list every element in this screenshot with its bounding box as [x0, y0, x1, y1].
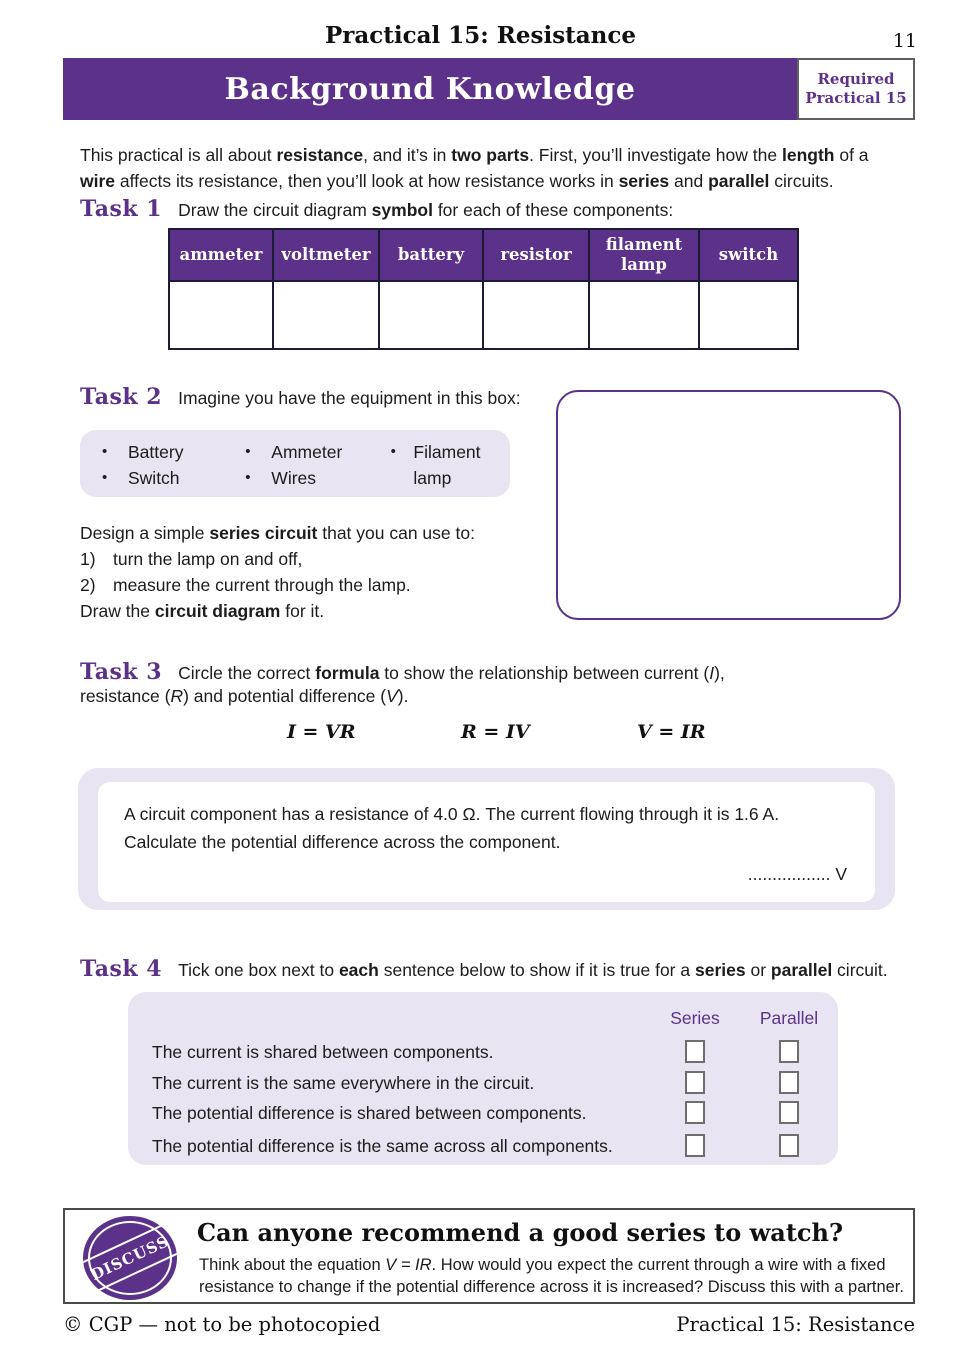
text-segment: series	[618, 171, 670, 191]
bullet-icon: •	[390, 443, 396, 460]
discuss-heading: Can anyone recommend a good series to watch?	[197, 1218, 844, 1247]
text-segment: formula	[315, 663, 380, 683]
list-item	[245, 439, 390, 465]
bullet-icon: •	[102, 443, 108, 460]
text-segment: of a	[834, 145, 869, 165]
task3-label: Task 3	[80, 659, 163, 685]
equipment-label: Filament lamp	[413, 442, 481, 488]
statement-row3: The potential difference is shared between components.	[152, 1103, 587, 1123]
text-segment: and	[669, 171, 709, 191]
text-segment: This practical is all about	[80, 145, 277, 165]
copyright-text: © CGP — not to be photocopied	[63, 1313, 381, 1336]
series-checkbox-row2[interactable]	[685, 1071, 705, 1094]
text-segment: Imagine you have the equipment in this box:	[178, 388, 521, 408]
statement-row1: The current is shared between components.	[152, 1042, 494, 1062]
equipment-label: Wires	[271, 468, 317, 488]
badge-line1: Required	[817, 70, 895, 88]
text-segment: resistance	[276, 145, 364, 165]
text-segment: or	[745, 960, 771, 980]
symbol-cell-voltmeter[interactable]	[273, 281, 379, 349]
text-segment: measure the current through the lamp.	[113, 575, 411, 595]
text-segment: each	[338, 960, 379, 980]
equipment-column	[245, 439, 390, 497]
text-segment: . How would you expect the current through a wire with a fixed resistance to change if the potential difference across it is increased? Discuss this with a partner.	[199, 1256, 904, 1296]
column-header-resistor: resistor	[483, 229, 589, 281]
variable-symbol: V	[386, 686, 398, 706]
banner-title: Background Knowledge	[63, 58, 797, 120]
equipment-column	[102, 439, 245, 497]
text-segment: Think about the equation	[199, 1256, 386, 1274]
task2-instructions	[80, 520, 560, 624]
text-segment: two parts	[451, 145, 530, 165]
text-segment: ),	[714, 663, 725, 683]
column-header-parallel: Parallel	[759, 1008, 819, 1028]
variable-symbol: I	[709, 663, 715, 683]
text-segment: affects its resistance, then you’ll look at how resistance works in	[115, 171, 619, 191]
text-segment: resistance (	[80, 686, 171, 706]
bullet-icon: •	[245, 443, 251, 460]
text-segment: circuit diagram	[154, 601, 281, 621]
text-segment: ).	[397, 686, 409, 706]
table-row	[169, 281, 798, 349]
list-number: 2)	[80, 575, 96, 595]
text-segment: that you can use to:	[317, 523, 475, 543]
task2-heading	[80, 385, 521, 410]
page-header-title: Practical 15: Resistance	[324, 22, 637, 49]
task2-label: Task 2	[80, 384, 163, 410]
symbol-cell-resistor[interactable]	[483, 281, 589, 349]
task3-heading	[80, 660, 725, 685]
parallel-checkbox-row2[interactable]	[779, 1071, 799, 1094]
discuss-body	[199, 1254, 907, 1298]
badge-line2: Practical 15	[805, 89, 907, 107]
task4-label: Task 4	[80, 956, 163, 982]
parallel-checkbox-row4[interactable]	[779, 1134, 799, 1157]
stamp-label: DISCUSS	[88, 1232, 172, 1284]
component-symbol-table	[168, 228, 799, 350]
list-item	[245, 465, 390, 491]
text-segment: symbol	[371, 200, 433, 220]
column-header-filament-lamp: filament lamp	[589, 229, 699, 281]
equipment-label: Switch	[128, 468, 180, 488]
required-practical-badge	[797, 58, 915, 120]
equation-text: V = IR	[385, 1256, 432, 1274]
text-segment: to show the relationship between current (	[379, 663, 710, 683]
text-segment: sentence below to show if it is true for a	[378, 960, 695, 980]
series-checkbox-row3[interactable]	[685, 1101, 705, 1124]
list-number: 1)	[80, 549, 96, 569]
section-banner	[63, 58, 915, 120]
column-header-ammeter: ammeter	[169, 229, 273, 281]
text-segment: turn the lamp on and off,	[113, 549, 303, 569]
discuss-panel	[63, 1208, 915, 1304]
list-item	[102, 439, 245, 465]
table-header-row	[169, 229, 798, 281]
text-segment: , and it’s in	[363, 145, 452, 165]
text-segment: wire	[80, 171, 116, 191]
text-segment: Draw the circuit diagram	[178, 200, 372, 220]
symbol-cell-filament-lamp[interactable]	[589, 281, 699, 349]
bullet-icon: •	[102, 469, 108, 486]
text-segment: Circle the correct	[178, 663, 316, 683]
parallel-checkbox-row1[interactable]	[779, 1040, 799, 1063]
symbol-cell-battery[interactable]	[379, 281, 483, 349]
problem-line: Calculate the potential difference across the component.	[124, 832, 561, 852]
task1-label: Task 1	[80, 196, 163, 222]
page-number: 11	[892, 30, 917, 52]
footer-section-title: Practical 15: Resistance	[676, 1313, 915, 1336]
text-segment: series circuit	[209, 523, 318, 543]
text-segment: for it.	[280, 601, 325, 621]
formula-option-2[interactable]: R = IV	[461, 721, 530, 743]
task4-heading	[80, 957, 888, 982]
formula-option-1[interactable]: I = VR	[287, 721, 356, 743]
calculation-question	[98, 782, 875, 902]
text-segment: . First, you’ll investigate how the	[529, 145, 782, 165]
column-header-switch: switch	[699, 229, 798, 281]
formula-option-3[interactable]: V = IR	[637, 721, 706, 743]
text-segment: parallel	[770, 960, 833, 980]
column-header-voltmeter: voltmeter	[273, 229, 379, 281]
text-segment: circuit.	[832, 960, 888, 980]
list-item	[102, 465, 245, 491]
task3-heading-line2	[80, 686, 409, 707]
column-header-battery: battery	[379, 229, 483, 281]
series-checkbox-row1[interactable]	[685, 1040, 705, 1063]
series-checkbox-row4[interactable]	[685, 1134, 705, 1157]
page-footer	[63, 1313, 915, 1336]
text-segment: Tick one box next to	[178, 960, 339, 980]
text-segment: ) and potential difference (	[183, 686, 387, 706]
text-segment: Design a simple	[80, 523, 210, 543]
equipment-label: Ammeter	[271, 442, 343, 462]
text-segment: for each of these components:	[432, 200, 674, 220]
instruction-line	[80, 572, 560, 598]
tick-box-table	[128, 992, 838, 1165]
answer-unit: V	[830, 864, 847, 884]
equipment-label: Battery	[128, 442, 184, 462]
intro-paragraph	[80, 142, 898, 194]
text-segment: circuits.	[769, 171, 834, 191]
list-item	[391, 439, 510, 491]
instruction-line	[80, 546, 560, 572]
equipment-column	[391, 439, 510, 497]
problem-line: A circuit component has a resistance of 4.0 Ω. The current flowing through it is 1.6 A.	[124, 804, 780, 824]
instruction-line	[80, 520, 560, 546]
discuss-stamp-icon	[83, 1216, 177, 1300]
answer-line[interactable]	[748, 860, 847, 888]
variable-symbol: R	[170, 686, 184, 706]
equipment-list-box	[80, 430, 510, 497]
text-segment: series	[694, 960, 746, 980]
parallel-checkbox-row3[interactable]	[779, 1101, 799, 1124]
answer-dots: .................	[747, 864, 831, 884]
instruction-line	[80, 598, 560, 624]
symbol-cell-switch[interactable]	[699, 281, 798, 349]
text-segment: length	[781, 145, 835, 165]
calculation-box	[78, 768, 895, 910]
symbol-cell-ammeter[interactable]	[169, 281, 273, 349]
statement-row2: The current is the same everywhere in the circuit.	[152, 1073, 535, 1093]
circuit-drawing-area[interactable]	[556, 390, 901, 620]
text-segment: Draw the	[80, 601, 155, 621]
task1-heading	[80, 197, 673, 222]
statement-row4: The potential difference is the same across all components.	[152, 1136, 613, 1156]
text-segment: parallel	[708, 171, 770, 191]
bullet-icon: •	[245, 469, 251, 486]
column-header-series: Series	[670, 1008, 720, 1028]
